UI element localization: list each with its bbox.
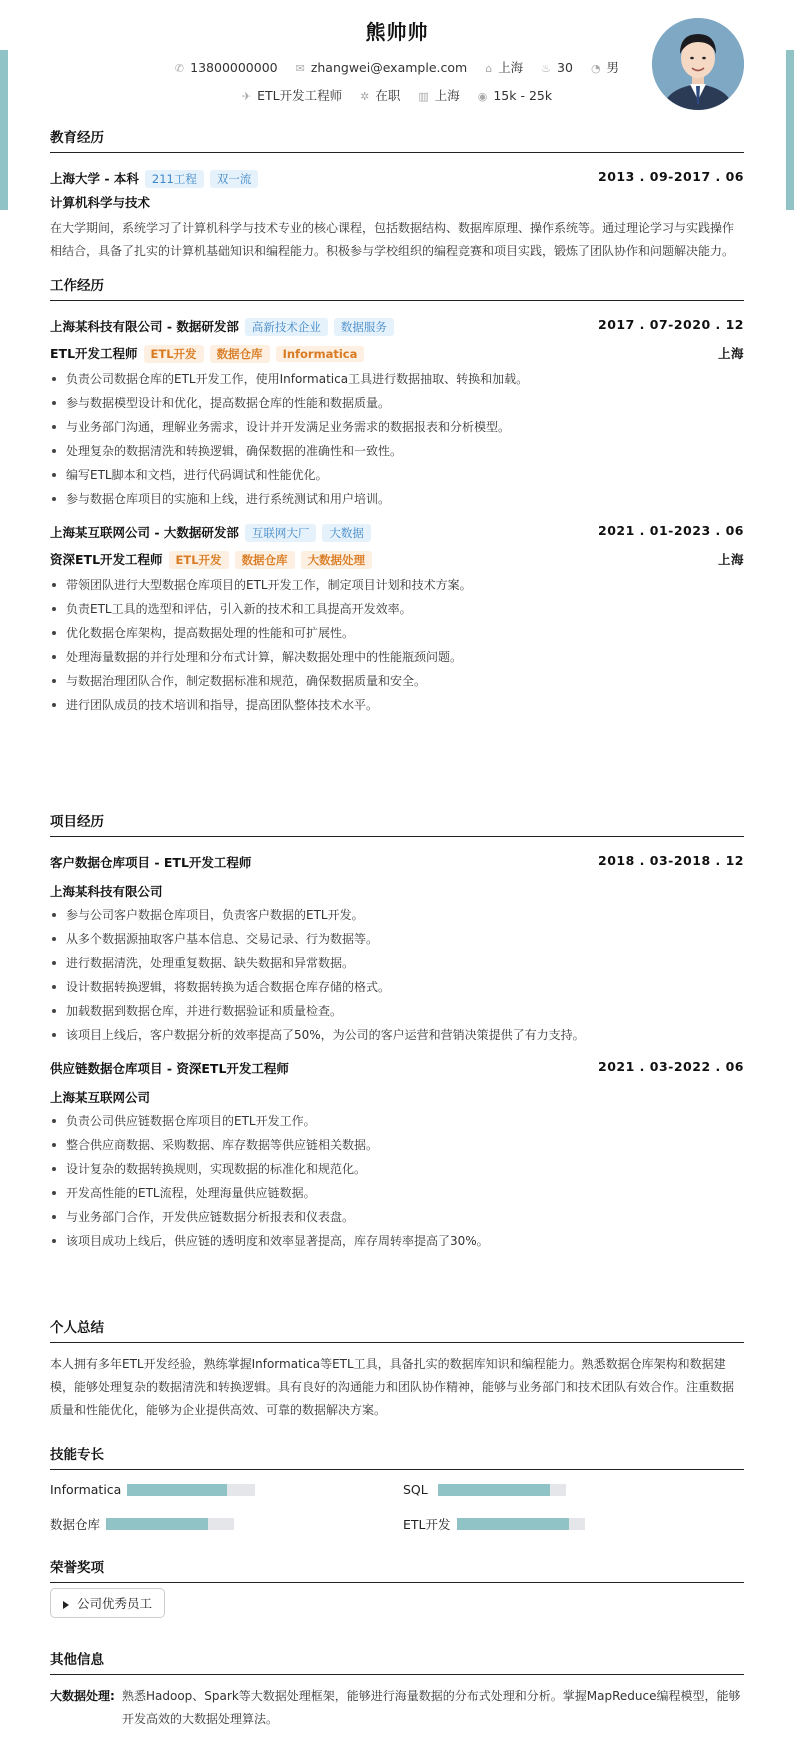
list-item: 该项目成功上线后，供应链的透明度和效率显著提高，库存周转率提高了30%。	[50, 1229, 744, 1253]
list-item: 加载数据到数据仓库，并进行数据验证和质量检查。	[50, 999, 744, 1023]
city-text: 上海	[498, 60, 524, 75]
skill-bar	[438, 1484, 566, 1496]
plane-icon: ✈	[241, 90, 252, 103]
education-entry-left	[50, 169, 258, 188]
phone-text: 13800000000	[190, 60, 278, 75]
list-item: 从多个数据源抽取客户基本信息、交易记录、行为数据等。	[50, 927, 744, 951]
project-entry-head	[50, 851, 744, 873]
job-date: 2021 . 01-2023 . 06	[598, 523, 744, 538]
resume-header	[50, 0, 744, 120]
age-text: 30	[557, 60, 573, 75]
skill-tag: ETL开发	[169, 551, 229, 569]
list-item: 编写ETL脚本和文档，进行代码调试和性能优化。	[50, 463, 744, 487]
job-location: 上海	[717, 346, 744, 361]
projects-title	[50, 810, 744, 837]
job-role-row	[50, 548, 744, 570]
list-item: 设计数据转换逻辑，将数据转换为适合数据仓库存储的格式。	[50, 975, 744, 999]
awards-title-text: 荣誉奖项	[50, 1560, 104, 1576]
skill-tag: ETL开发	[144, 345, 204, 363]
gender-text: 男	[606, 60, 620, 75]
award-item[interactable]	[50, 1588, 165, 1618]
skill-tag: Informatica	[276, 346, 365, 362]
project-entry-head	[50, 1057, 744, 1079]
project-company: 上海某互联网公司	[50, 1090, 151, 1105]
home-icon: ⌂	[485, 62, 493, 75]
city-item	[485, 58, 523, 76]
left-accent-bar	[0, 50, 8, 210]
job-entry-left	[50, 317, 394, 336]
salary-icon: ◉	[477, 90, 488, 103]
skill-bar	[106, 1518, 234, 1530]
skills-title	[50, 1443, 744, 1470]
status-text: 在职	[375, 88, 401, 103]
summary-title-text: 个人总结	[50, 1320, 104, 1336]
skill-tag: 数据仓库	[235, 551, 295, 569]
job-entry-head	[50, 521, 744, 543]
awards-title	[50, 1556, 744, 1583]
list-item: 与数据治理团队合作，制定数据标准和规范，确保数据质量和安全。	[50, 669, 744, 693]
age-item	[541, 60, 573, 75]
work-city-text: 上海	[434, 88, 460, 103]
cake-icon: ♨	[541, 62, 552, 75]
job-location: 上海	[717, 552, 744, 567]
position-text: ETL开发工程师	[257, 88, 343, 103]
company-tag: 数据服务	[334, 318, 394, 336]
company-name: 上海某科技有限公司 - 数据研发部	[50, 319, 239, 334]
job-role-left	[50, 344, 364, 363]
school-tag: 211工程	[145, 170, 204, 188]
salary-item	[478, 88, 552, 103]
list-item: 整合供应商数据、采购数据、库存数据等供应链相关数据。	[50, 1133, 744, 1157]
job-role: 资深ETL开发工程师	[50, 552, 163, 567]
project-bullets	[50, 1109, 744, 1253]
skill-name: SQL	[403, 1482, 428, 1497]
job-bullets	[50, 573, 744, 717]
skill-name: ETL开发	[403, 1517, 451, 1532]
awards-section	[50, 1556, 744, 1626]
job-bullets	[50, 367, 744, 511]
salary-text: 15k - 25k	[493, 88, 553, 103]
project-name: 供应链数据仓库项目 - 资深ETL开发工程师	[50, 1061, 289, 1076]
education-title-text: 教育经历	[50, 130, 104, 146]
phone-icon: ✆	[174, 62, 185, 75]
company-name: 上海某互联网公司 - 大数据研发部	[50, 525, 239, 540]
phone-item	[175, 60, 278, 75]
project-date: 2018 . 03-2018 . 12	[598, 853, 744, 868]
work-title-text: 工作经历	[50, 278, 104, 294]
skill-name: 数据仓库	[50, 1517, 101, 1532]
list-item: 负责ETL工具的选型和评估，引入新的技术和工具提高开发效率。	[50, 597, 744, 621]
major-name: 计算机科学与技术	[50, 195, 151, 210]
list-item: 负责公司数据仓库的ETL开发工作，使用Informatica工具进行数据抽取、转换和加载。	[50, 367, 744, 391]
triangle-right-icon	[63, 1601, 69, 1609]
job-role-left	[50, 550, 372, 569]
summary-text: 本人拥有多年ETL开发经验，熟练掌握Informatica等ETL工具，具备扎实的数据库知识和编程能力。熟悉数据仓库架构和数据建模，能够处理复杂的数据清洗和转换逻辑。具有良好的沟通能力和团队协作精神，能够与业务部门和技术团队有效合作。注重数据质量和性能优化，能够为企业提供高效、可靠的数据解决方案。	[50, 1357, 735, 1417]
list-item: 参与公司客户数据仓库项目，负责客户数据的ETL开发。	[50, 903, 744, 927]
list-item: 开发高性能的ETL流程，处理海量供应链数据。	[50, 1181, 744, 1205]
work-title	[50, 274, 744, 301]
skill-tag: 数据仓库	[210, 345, 270, 363]
list-item: 优化数据仓库架构，提高数据处理的性能和可扩展性。	[50, 621, 744, 645]
education-entry-head	[50, 167, 744, 189]
skill-bar-fill	[457, 1518, 570, 1530]
job-entry-left	[50, 523, 371, 542]
work-city-item	[418, 86, 459, 104]
education-section	[50, 126, 744, 263]
status-item	[360, 86, 400, 104]
list-item: 该项目上线后，客户数据分析的效率提高了50%，为公司的客户运营和营销决策提供了有力支持。	[50, 1023, 744, 1047]
education-date: 2013 . 09-2017 . 06	[598, 169, 744, 184]
resume-page	[50, 0, 744, 1726]
other-title	[50, 1648, 744, 1675]
work-section	[50, 274, 744, 717]
job-entry-head	[50, 315, 744, 337]
mail-icon: ✉	[295, 62, 305, 75]
gender-item	[591, 58, 619, 76]
list-item: 带领团队进行大型数据仓库项目的ETL开发工作，制定项目计划和技术方案。	[50, 573, 744, 597]
other-text: 熟悉Hadoop、Spark等大数据处理框架，能够进行海量数据的分布式处理和分析。掌握MapReduce编程模型，能够开发高效的大数据处理算法。	[122, 1689, 741, 1726]
status-icon: ✲	[360, 90, 370, 103]
projects-title-text: 项目经历	[50, 814, 104, 830]
company-tag: 互联网大厂	[245, 524, 317, 542]
list-item: 与业务部门沟通，理解业务需求，设计并开发满足业务需求的数据报表和分析模型。	[50, 415, 744, 439]
summary-section	[50, 1316, 744, 1422]
skill-name: Informatica	[50, 1482, 122, 1497]
list-item: 处理复杂的数据清洗和转换逻辑，确保数据的准确性和一致性。	[50, 439, 744, 463]
summary-title	[50, 1316, 744, 1343]
list-item: 参与数据模型设计和优化，提高数据仓库的性能和数据质量。	[50, 391, 744, 415]
other-title-text: 其他信息	[50, 1652, 104, 1668]
position-item	[242, 86, 342, 104]
skill-bar-fill	[127, 1484, 227, 1496]
skill-bar	[127, 1484, 255, 1496]
avatar	[652, 18, 744, 110]
skill-item	[50, 1515, 234, 1533]
project-company: 上海某科技有限公司	[50, 884, 163, 899]
school-tag: 双一流	[210, 170, 259, 188]
building-icon: ▥	[418, 90, 429, 103]
list-item: 负责公司供应链数据仓库项目的ETL开发工作。	[50, 1109, 744, 1133]
project-date: 2021 . 03-2022 . 06	[598, 1059, 744, 1074]
job-role: ETL开发工程师	[50, 346, 138, 361]
skill-item	[403, 1481, 566, 1497]
skills-title-text: 技能专长	[50, 1447, 104, 1463]
job-intent-row	[50, 86, 744, 104]
other-row	[50, 1685, 744, 1731]
skill-bar	[457, 1518, 585, 1530]
right-accent-bar	[786, 50, 794, 210]
skill-bar-fill	[438, 1484, 551, 1496]
school-name: 上海大学 - 本科	[50, 171, 139, 186]
contact-row	[50, 58, 744, 76]
other-label: 大数据处理:	[50, 1689, 115, 1703]
project-name: 客户数据仓库项目 - ETL开发工程师	[50, 855, 252, 870]
email-item	[296, 60, 468, 75]
skill-item	[50, 1481, 255, 1497]
company-tag: 大数据	[322, 524, 371, 542]
skills-section	[50, 1443, 744, 1533]
other-section	[50, 1648, 744, 1731]
projects-section	[50, 810, 744, 1253]
list-item: 处理海量数据的并行处理和分布式计算，解决数据处理中的性能瓶颈问题。	[50, 645, 744, 669]
job-role-row	[50, 342, 744, 364]
list-item: 进行团队成员的技术培训和指导，提高团队整体技术水平。	[50, 693, 744, 717]
list-item: 与业务部门合作，开发供应链数据分析报表和仪表盘。	[50, 1205, 744, 1229]
project-bullets	[50, 903, 744, 1047]
skill-bar-fill	[106, 1518, 208, 1530]
list-item: 参与数据仓库项目的实施和上线，进行系统测试和用户培训。	[50, 487, 744, 511]
list-item: 设计复杂的数据转换规则，实现数据的标准化和规范化。	[50, 1157, 744, 1181]
award-name: 公司优秀员工	[77, 1596, 153, 1611]
skill-tag: 大数据处理	[301, 551, 373, 569]
education-description: 在大学期间，系统学习了计算机科学与技术专业的核心课程，包括数据结构、数据库原理、操作系统等。通过理论学习与实践操作相结合，具备了扎实的计算机基础知识和编程能力。积极参与学校组织的编程竞赛和项目实践，锻炼了团队协作和问题解决能力。	[50, 221, 735, 258]
education-title	[50, 126, 744, 153]
avatar-portrait	[652, 18, 744, 110]
skill-item	[403, 1515, 585, 1533]
list-item: 进行数据清洗，处理重复数据、缺失数据和异常数据。	[50, 951, 744, 975]
company-tag: 高新技术企业	[245, 318, 328, 336]
email-text: zhangwei@example.com	[310, 60, 468, 75]
job-date: 2017 . 07-2020 . 12	[598, 317, 744, 332]
candidate-name: 熊帅帅	[365, 20, 429, 44]
gender-icon: ◔	[590, 62, 601, 75]
